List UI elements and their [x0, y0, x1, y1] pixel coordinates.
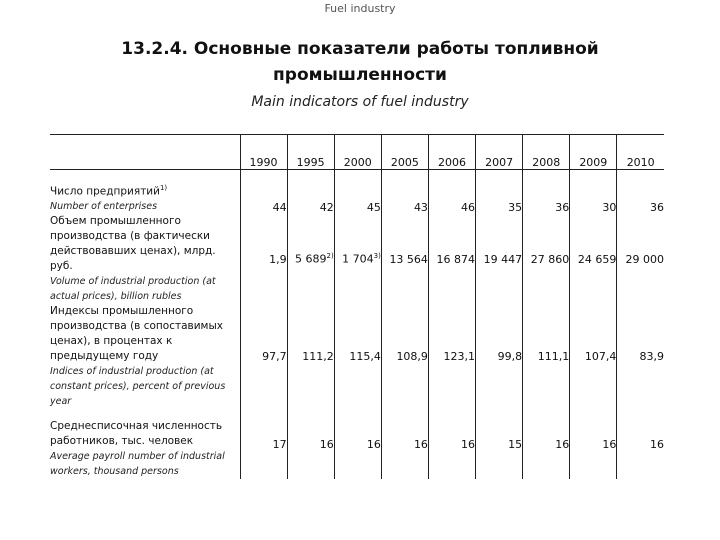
value-cell: 30 — [570, 170, 617, 215]
row-label-en: Average payroll number of industrial workers, thousand persons — [50, 451, 225, 477]
value-cell: 16 — [617, 409, 664, 479]
running-header: Fuel industry — [324, 2, 396, 15]
value-cell: 5 689$^{2)}$ — [287, 214, 334, 304]
value-cell: 83,9 — [617, 304, 664, 409]
row-label-ru: Индексы промышленного производства (в сопоставимых ценах), в процентах к предыдущему году — [50, 305, 223, 362]
year-header: 2000 — [334, 135, 381, 170]
table-row — [50, 304, 664, 409]
value-cell: 111,2 — [287, 304, 334, 409]
row-label-ru: Среднесписочная численность работников, тыс. человек — [50, 420, 223, 447]
year-header: 2007 — [476, 135, 523, 170]
row-label-ru: Объем промышленного производства (в фактически действовавших ценах), млрд. руб. — [50, 215, 216, 272]
table-title — [0, 36, 720, 88]
value-cell: 1,9 — [240, 214, 287, 304]
year-header: 2005 — [381, 135, 428, 170]
value-cell: 16 — [523, 409, 570, 479]
value-cell: 111,1 — [523, 304, 570, 409]
row-label-en: Indices of industrial production (at constant prices), percent of previous year — [50, 366, 226, 407]
header-row — [50, 135, 664, 170]
value-cell: 107,4 — [570, 304, 617, 409]
value-cell: 42 — [287, 170, 334, 215]
value-cell: 46 — [428, 170, 475, 215]
table-row — [50, 170, 664, 215]
indicators-table — [50, 134, 664, 479]
year-header: 2006 — [428, 135, 475, 170]
title-line-2: промышленности — [273, 65, 447, 85]
value-cell: 17 — [240, 409, 287, 479]
header-corner — [50, 135, 240, 170]
value-cell: 1 704$^{3)}$ — [334, 214, 381, 304]
year-header: 2010 — [617, 135, 664, 170]
value-cell: 13 564 — [381, 214, 428, 304]
value-cell: 16 874 — [428, 214, 475, 304]
value-cell: 123,1 — [428, 304, 475, 409]
row-label-ru: Число предприятий$^{1)}$ — [50, 183, 168, 197]
value-cell: 115,4 — [334, 304, 381, 409]
value-cell: 99,8 — [476, 304, 523, 409]
value-cell: 27 860 — [523, 214, 570, 304]
table-row — [50, 214, 664, 304]
value-cell: 35 — [476, 170, 523, 215]
year-header: 1995 — [287, 135, 334, 170]
year-header: 2009 — [570, 135, 617, 170]
value-cell: 16 — [334, 409, 381, 479]
value-cell: 97,7 — [240, 304, 287, 409]
value-cell: 29 000 — [617, 214, 664, 304]
value-cell: 36 — [523, 170, 570, 215]
value-cell: 19 447 — [476, 214, 523, 304]
value-cell: 43 — [381, 170, 428, 215]
value-cell: 36 — [617, 170, 664, 215]
footnote-mark: 1) — [159, 183, 168, 192]
year-header: 2008 — [523, 135, 570, 170]
row-label — [50, 409, 240, 479]
value-cell: 44 — [240, 170, 287, 215]
value-cell: 108,9 — [381, 304, 428, 409]
row-label — [50, 214, 240, 304]
year-header: 1990 — [240, 135, 287, 170]
value-cell: 16 — [570, 409, 617, 479]
value-cell: 45 — [334, 170, 381, 215]
value-cell: 24 659 — [570, 214, 617, 304]
value-cell: 16 — [428, 409, 475, 479]
row-label — [50, 304, 240, 409]
row-label-en: Volume of industrial production (at actual prices), billion rubles — [50, 276, 216, 302]
footnote-mark: 3) — [373, 252, 381, 261]
table-subtitle: Main indicators of fuel industry — [251, 94, 469, 110]
row-label — [50, 170, 240, 215]
table-row — [50, 409, 664, 479]
footnote-mark: 2) — [326, 252, 334, 261]
value-cell: 16 — [287, 409, 334, 479]
value-cell: 16 — [381, 409, 428, 479]
title-line-1: 13.2.4. Основные показатели работы топливной — [121, 39, 599, 59]
row-label-en: Number of enterprises — [50, 201, 158, 212]
value-cell: 15 — [476, 409, 523, 479]
